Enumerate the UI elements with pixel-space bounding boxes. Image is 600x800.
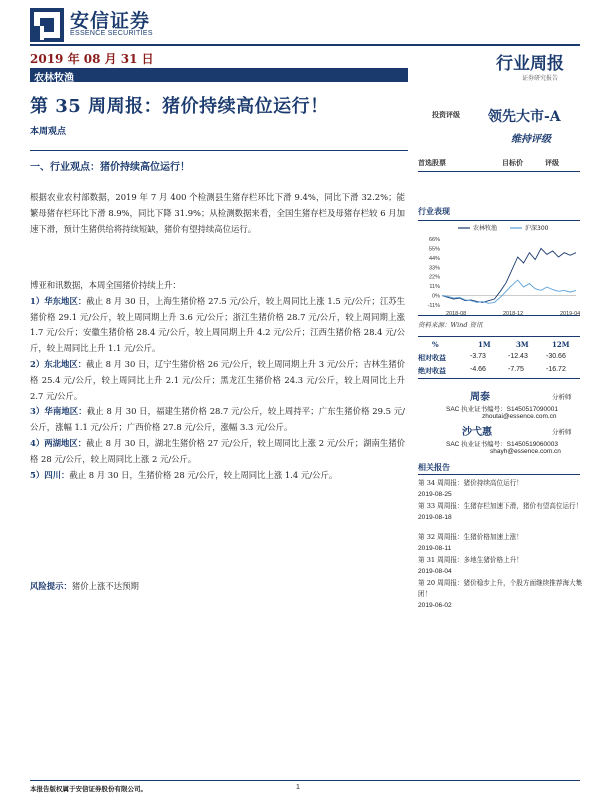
view-title: 一、行业观点：猪价持续高位运行！	[30, 162, 190, 173]
related-report-item[interactable]	[418, 501, 583, 523]
title-divider	[30, 150, 408, 151]
analyst-cert: SAC 执业证书编号：S1450519060003	[446, 441, 559, 448]
market-performance-title: 行业表现	[418, 206, 450, 216]
stock-table-header-stock: 首选股票	[418, 158, 446, 167]
sector-bar	[30, 68, 408, 82]
related-report-date: 2019-08-25	[418, 491, 452, 498]
rating-action: 维持评级	[511, 134, 551, 145]
stock-table-divider	[418, 171, 580, 172]
perf-row-label: 绝对收益	[418, 366, 446, 375]
perf-cell: -16.72	[546, 366, 566, 373]
company-logo	[30, 8, 64, 42]
x-tick-label: 2019-04	[560, 311, 580, 317]
perf-header-12m: 12M	[552, 340, 570, 349]
perf-cell: -30.66	[546, 353, 566, 360]
perf-cell: -3.73	[470, 353, 486, 360]
region-item	[30, 436, 405, 468]
risk-text: 猪价上涨不达预期	[71, 581, 139, 591]
paragraph-prices-intro: 博亚和讯数据，本周全国猪价持续上升：	[30, 280, 181, 290]
region-label: 5）四川：	[30, 469, 70, 480]
analyst-role: 分析师	[552, 429, 572, 436]
analyst-name: 沙弋惠	[462, 427, 492, 438]
y-tick-label: -11%	[427, 303, 440, 309]
region-label: 3）华南地区：	[30, 406, 87, 417]
related-report-date: 2019-08-11	[418, 545, 452, 552]
y-tick-label: 44%	[428, 255, 440, 262]
analyst-cert: SAC 执业证书编号：S1450517090001	[446, 406, 559, 413]
perf-cell: -4.66	[470, 366, 486, 373]
paragraph-prices	[30, 278, 405, 483]
stock-table-header-rating: 评级	[545, 158, 559, 167]
region-text: 截止 8 月 30 日，生猪价格 28 元/公斤，较上周同比上涨 1.4 元/公斤。	[69, 469, 338, 480]
region-text: 截止 8 月 30 日，湖北生猪价格 27 元/公斤，较上周同比上涨 2 元/公斤；湖南生猪价格 28 元/公斤，较上周同比上涨 2 元/公斤。	[30, 437, 405, 464]
perf-table-top-line	[418, 336, 580, 337]
section-heading: 本周观点	[30, 127, 67, 137]
y-tick-label: 66%	[428, 237, 440, 243]
y-tick-label: 22%	[428, 274, 440, 281]
paragraph-inventory: 根据农业农村部数据，2019 年 7 月 400 个检测县生猪存栏环比下滑 9.4%，同比下滑 32.2%；能繁母猪存栏环比下滑 8.9%，同比下降 31.9%；从检测数据来看，全国生猪存栏及母猪存栏较 6 月加速下滑，预计生猪供给将持续短缺，猪价有望持续高位运行。	[30, 192, 405, 234]
x-tick-label: 2018-12	[503, 311, 524, 317]
region-item	[30, 404, 405, 436]
footer-divider	[30, 780, 580, 781]
related-report-item[interactable]	[418, 532, 583, 554]
related-report-item[interactable]	[418, 478, 583, 500]
logo-name-en: ESSENCE SECURITIES	[70, 30, 153, 37]
related-report-item[interactable]	[418, 578, 583, 611]
report-category-sub: 证券研究报告	[522, 75, 559, 82]
header-divider	[30, 44, 580, 46]
report-title: 第 35 周周报：猪价持续高位运行！	[30, 96, 329, 117]
perf-row-label: 相对收益	[418, 353, 446, 362]
y-tick-label: 0%	[432, 293, 440, 300]
analyst-email: shayh@essence.com.cn	[490, 448, 561, 455]
related-report-title: 第 20 周周报：猪价稳步上升，个股方面继续推荐海大集团！	[418, 579, 583, 598]
series-line-0	[442, 248, 576, 302]
investment-rating-label: 投资评级	[432, 110, 460, 119]
region-label: 2）东北地区：	[30, 358, 87, 369]
related-report-item[interactable]	[418, 555, 583, 577]
chart-source: 资料来源：Wind 资讯	[418, 321, 483, 329]
footer-copyright: 本报告版权属于安信证券股份有限公司。	[30, 785, 147, 793]
related-report-date: 2019-08-18	[418, 514, 452, 521]
region-item	[30, 468, 405, 484]
region-label: 4）两湖地区：	[30, 437, 87, 448]
region-label: 1）华东地区：	[30, 295, 87, 306]
region-text: 截止 8 月 30 日，福建生猪价格 28.7 元/公斤，较上周持平；广东生猪价格 29.5 元/公斤，涨幅 1.1 元/公斤；广西价格 27.8 元/公斤，涨幅 3.3 元/公斤。	[30, 406, 406, 433]
perf-cell: -12.43	[508, 353, 528, 360]
report-date: 2019 年 08 月 31 日	[30, 52, 154, 66]
region-item	[30, 294, 405, 357]
analyst-role: 分析师	[552, 394, 572, 401]
market-chart-svg	[418, 221, 580, 317]
related-report-title: 第 33 周周报：生猪存栏加速下滑，猪价有望高位运行！	[418, 502, 583, 510]
related-report-date: 2019-06-02	[418, 602, 452, 609]
series-line-1	[442, 280, 576, 303]
market-chart	[418, 220, 580, 316]
perf-cell: -7.75	[508, 366, 524, 373]
stock-table-header-target: 目标价	[502, 158, 523, 167]
perf-header-3m: 3M	[516, 340, 529, 349]
perf-header-1m: 1M	[478, 340, 491, 349]
report-category: 行业周报	[496, 54, 564, 74]
region-text: 截止 8 月 30 日，上海生猪价格 27.5 元/公斤，较上周同比上涨 1.5 元/公斤；江苏生猪价格 29.1 元/公斤，较上周同期上升 3.6 元/公斤；浙江生猪价格 28.7 元/公斤，较上周同期上涨 1.7 元/公斤；安徽生猪价格 28.4 元/公斤，较上周同期上升 4.2 元/公斤；江西生猪价格 28.4 元/公斤，较上周同比上升 1.1 元/公斤。	[30, 295, 406, 354]
perf-header-pct: %	[432, 340, 439, 349]
page-number: 1	[296, 784, 300, 791]
sector-label: 农林牧渔	[34, 73, 74, 84]
risk-label: 风险提示：	[30, 581, 72, 591]
legend-label: 农林牧渔	[473, 225, 498, 232]
related-report-date: 2019-08-04	[418, 568, 452, 575]
x-tick-label: 2018-08	[446, 311, 467, 317]
analyst-name: 周泰	[470, 392, 490, 403]
related-reports-title: 相关报告	[418, 462, 450, 472]
y-tick-label: 11%	[429, 284, 440, 291]
related-report-title: 第 34 周周报：猪价持续高位运行！	[418, 479, 523, 487]
y-tick-label: 55%	[428, 246, 440, 253]
investment-rating: 领先大市-A	[488, 109, 561, 125]
region-text: 截止 8 月 30 日，辽宁生猪价格 26 元/公斤，较上周同期上升 3 元/公斤；吉林生猪价格 25.4 元/公斤，较上周同比上升 2.1 元/公斤；黑龙江生猪价格 24.3 元/公斤，较上周同比上升 2.7 元/公斤。	[30, 358, 405, 401]
region-item	[30, 357, 405, 404]
legend-label: 沪深300	[525, 225, 549, 232]
perf-table-bottom-line	[418, 378, 580, 379]
related-reports-divider	[418, 474, 580, 475]
analyst-email: zhoutai@essence.com.cn	[482, 413, 557, 420]
risk-warning	[30, 580, 139, 592]
y-tick-label: 33%	[428, 265, 440, 272]
logo-name-cn: 安信证券	[70, 10, 151, 32]
related-report-title: 第 32 周周报：生猪价格加速上涨！	[418, 533, 523, 541]
related-report-title: 第 31 周周报：多地生猪价格上升！	[418, 556, 523, 564]
